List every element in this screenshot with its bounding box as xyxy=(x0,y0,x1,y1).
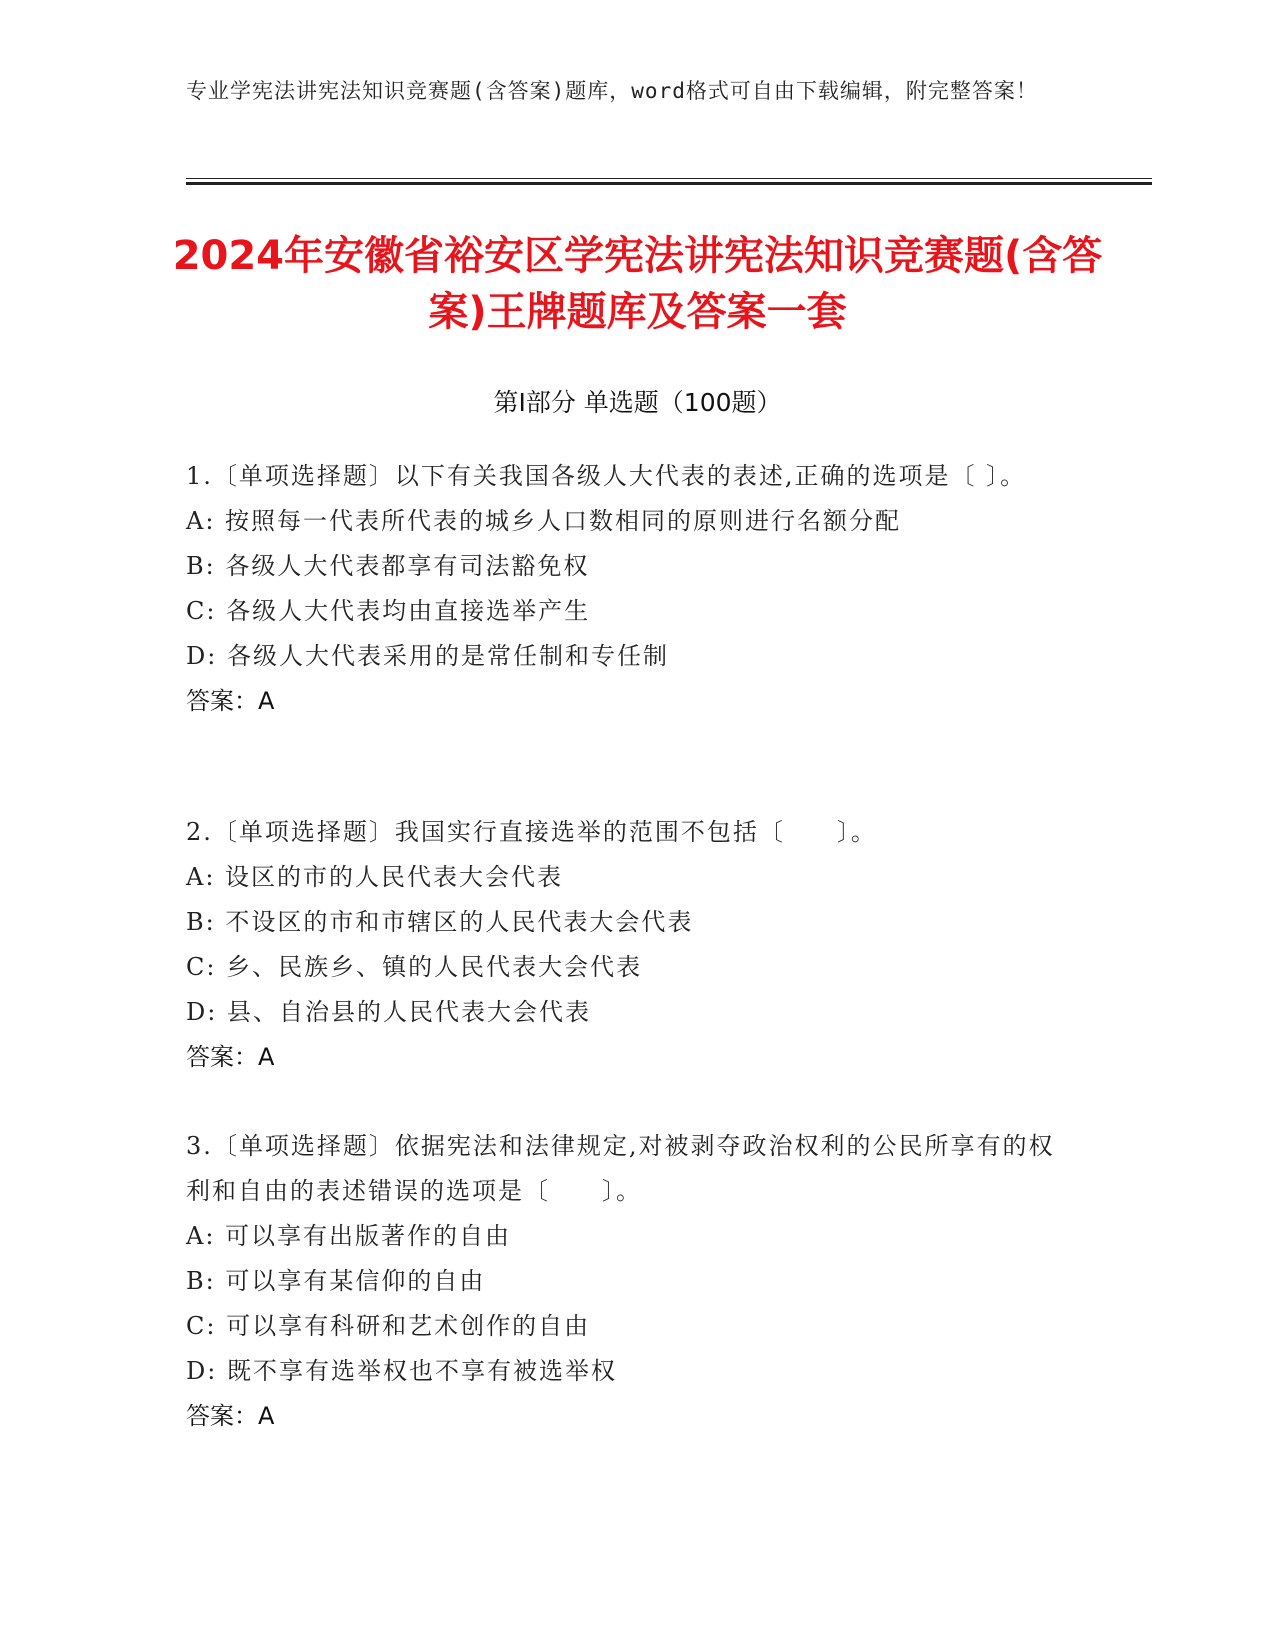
answer-line: 答案：A xyxy=(186,687,275,715)
option-d: D: 既不享有选举权也不享有被选举权 xyxy=(186,1357,617,1385)
option-b: B: 可以享有某信仰的自由 xyxy=(186,1267,486,1295)
question-stem: 2.〔单项选择题〕我国实行直接选举的范围不包括〔 〕。 xyxy=(186,818,877,846)
answer-line: 答案：A xyxy=(186,1402,275,1430)
option-d: D: 各级人大代表采用的是常任制和专任制 xyxy=(186,642,669,670)
option-c: C: 各级人大代表均由直接选举产生 xyxy=(186,597,591,625)
option-a: A: 可以享有出版著作的自由 xyxy=(186,1222,512,1250)
option-d: D: 县、自治县的人民代表大会代表 xyxy=(186,998,591,1026)
option-a: A: 按照每一代表所代表的城乡人口数相同的原则进行名额分配 xyxy=(186,507,902,535)
question-stem: 3.〔单项选择题〕依据宪法和法律规定,对被剥夺政治权利的公民所享有的权利和自由的表述错误的选项是〔 〕。 xyxy=(186,1132,1055,1205)
question-1 xyxy=(186,454,1066,724)
header-divider-thin xyxy=(186,178,1152,179)
option-c: C: 乡、民族乡、镇的人民代表大会代表 xyxy=(186,953,643,981)
header-divider-thick xyxy=(186,182,1152,185)
header-note: 专业学宪法讲宪法知识竞赛题(含答案)题库，word格式可自由下载编辑，附完整答案！ xyxy=(186,79,1038,103)
question-3 xyxy=(186,1124,1066,1439)
option-b: B: 不设区的市和市辖区的人民代表大会代表 xyxy=(186,908,694,936)
option-a: A: 设区的市的人民代表大会代表 xyxy=(186,863,564,891)
option-b: B: 各级人大代表都享有司法豁免权 xyxy=(186,552,590,580)
option-c: C: 可以享有科研和艺术创作的自由 xyxy=(186,1312,591,1340)
question-2 xyxy=(186,810,1066,1080)
answer-line: 答案：A xyxy=(186,1043,275,1071)
document-title: 2024年安徽省裕安区学宪法讲宪法知识竞赛题(含答案)王牌题库及答案一套 xyxy=(172,233,1103,335)
question-stem: 1.〔单项选择题〕以下有关我国各级人大代表的表述,正确的选项是〔 〕。 xyxy=(186,462,1027,490)
section-heading: 第Ⅰ部分 单选题（100题） xyxy=(493,388,782,417)
